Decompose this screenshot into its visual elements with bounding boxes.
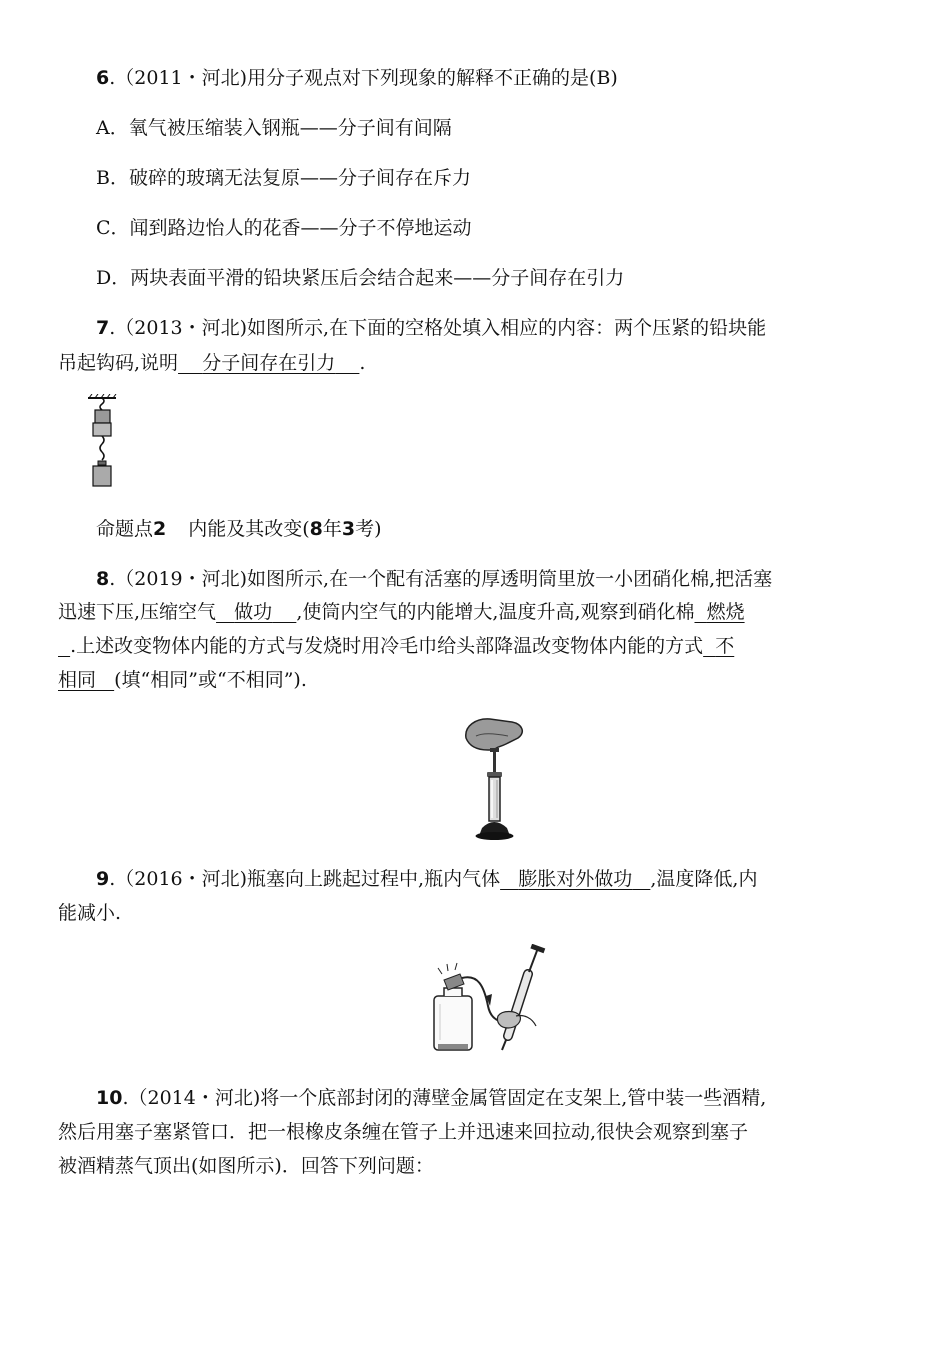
- q8-text-2: 迅速下压,压缩空气: [58, 601, 217, 623]
- q7-text-1: .（2013・河北)如图所示,在下面的空格处填入相应的内容：两个压紧的铅块能: [109, 317, 767, 339]
- q7-number: 7: [96, 317, 110, 339]
- section-tail: 考): [355, 518, 382, 540]
- q8-answer-1: 做功: [234, 601, 273, 623]
- q8-number: 8: [96, 568, 110, 590]
- q9-number: 9: [96, 868, 110, 890]
- section-years: 8: [309, 518, 323, 540]
- q6-option-c: C．闻到路边怡人的花香——分子不停地运动: [96, 217, 472, 239]
- q7-answer: 分子间存在引力: [202, 352, 336, 374]
- q8-answer-2: 燃烧: [706, 601, 745, 623]
- q7-line-1: [96, 316, 766, 340]
- q8-line-1: [96, 567, 772, 591]
- q9-text-1: .（2016・河北)瓶塞向上跳起过程中,瓶内气体: [109, 868, 501, 890]
- q6-option-a: A．氧气被压缩装入钢瓶——分子间有间隔: [96, 117, 452, 139]
- q8-text-4: .上述改变物体内能的方式与发烧时用冷毛巾给头部降温改变物体内能的方式: [70, 635, 704, 657]
- q8-text-5: (填“相同”或“不相同”).: [114, 669, 307, 691]
- q9-line-2: 能减小.: [58, 902, 122, 924]
- section-count: 3: [341, 518, 356, 540]
- q8-line-4: [58, 668, 307, 692]
- section-number: 2: [153, 518, 167, 540]
- q8-line-3: [58, 634, 734, 658]
- q10-line-1: [96, 1086, 766, 1110]
- q10-line-3: 被酒精蒸气顶出(如图所示)．回答下列问题：: [58, 1155, 434, 1177]
- q6-stem: [96, 66, 618, 90]
- q9-text-2: ,温度降低,内: [650, 868, 758, 890]
- lead-blocks-figure: [84, 394, 128, 494]
- q6-option-b: B．破碎的玻璃无法复原——分子间存在斥力: [96, 167, 471, 189]
- q7-text-3: .: [359, 352, 366, 374]
- q7-line-2: [58, 351, 365, 375]
- q6-text: .（2011・河北)用分子观点对下列现象的解释不正确的是(B): [109, 67, 618, 89]
- piston-cylinder-figure: [460, 716, 535, 842]
- q8-text-1: .（2019・河北)如图所示,在一个配有活塞的厚透明筒里放一小团硝化棉,把活塞: [109, 568, 773, 590]
- q8-answer-3b: 相同: [58, 669, 97, 691]
- q10-text-1: .（2014・河北)将一个底部封闭的薄壁金属管固定在支架上,管中装一些酒精,: [122, 1087, 767, 1109]
- section-mid: 年: [322, 518, 342, 540]
- bottle-pump-figure: [428, 944, 558, 1056]
- q7-text-2: 吊起钩码,说明: [58, 352, 179, 374]
- q8-text-3: ,使筒内空气的内能增大,温度升高,观察到硝化棉: [296, 601, 695, 623]
- section-heading: [96, 517, 382, 541]
- q6-number: 6: [96, 67, 110, 89]
- q8-answer-3a: 不: [715, 635, 735, 657]
- q10-number: 10: [96, 1087, 123, 1109]
- q6-option-d: D．两块表面平滑的铅块紧压后会结合起来——分子间存在引力: [96, 267, 625, 289]
- section-label: 命题点: [96, 518, 154, 540]
- q10-line-2: 然后用塞子塞紧管口．把一根橡皮条缠在管子上并迅速来回拉动,很快会观察到塞子: [58, 1121, 749, 1143]
- section-title: 内能及其改变(: [188, 518, 310, 540]
- q8-line-2: [58, 600, 745, 624]
- q9-line-1: [96, 867, 757, 891]
- q9-answer: 膨胀对外做功: [518, 868, 633, 890]
